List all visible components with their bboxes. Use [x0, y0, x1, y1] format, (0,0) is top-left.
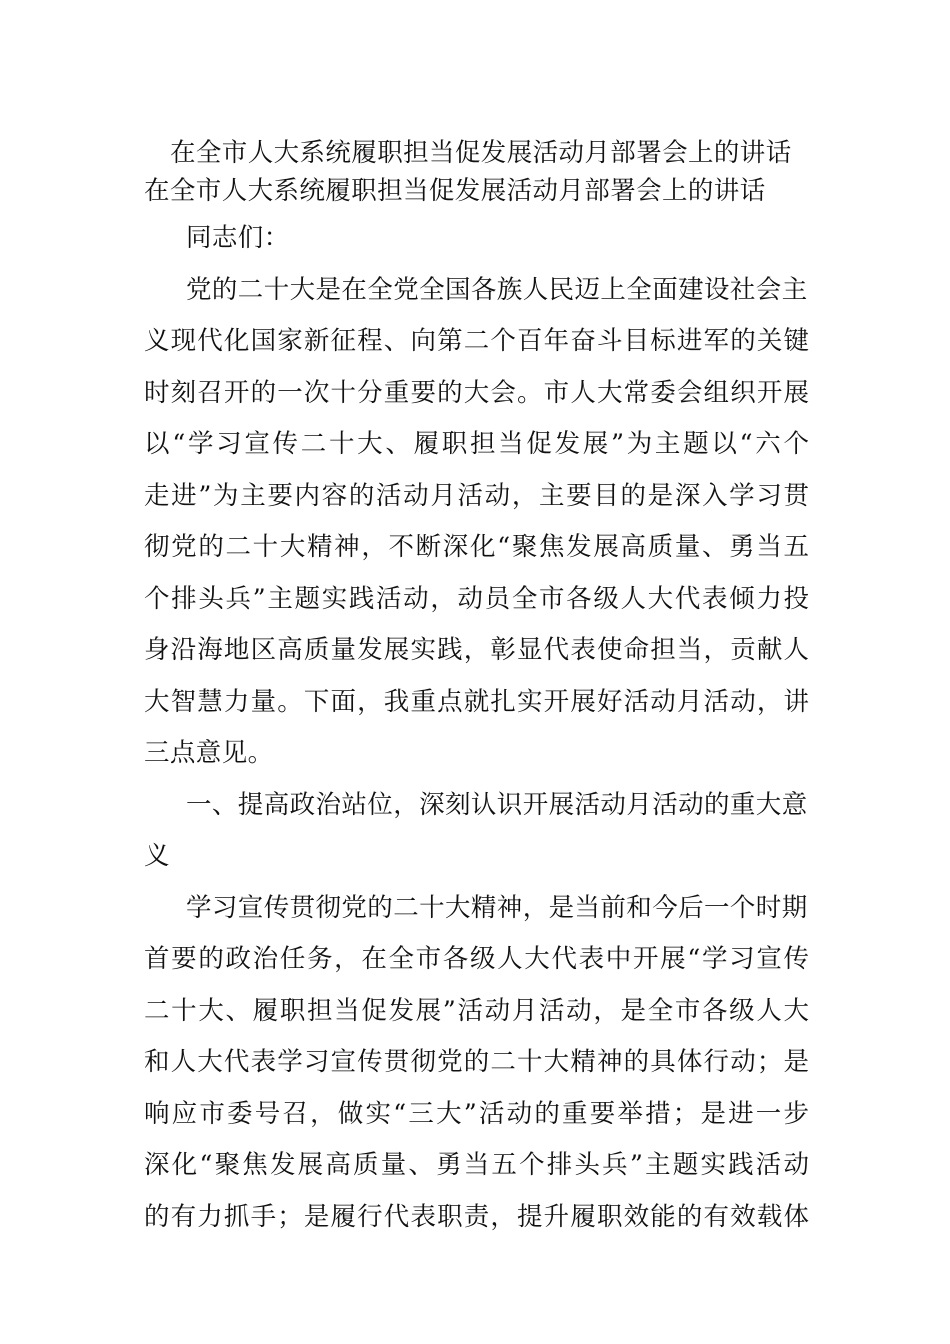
section-heading-1	[144, 783, 809, 886]
heading-line: 一、提高政治站位，深刻认识开展活动月活动的重大意	[186, 789, 808, 820]
paragraph-significance	[144, 886, 809, 1247]
paragraph-line: 党的二十大是在全党全国各族人民迈上全面建设社会主	[186, 274, 808, 305]
paragraph-line: 个排头兵”主题实践活动，动员全市各级人大代表倾力投	[144, 583, 809, 614]
paragraph-line: 深化“聚焦发展高质量、勇当五个排头兵”主题实践活动	[144, 1150, 809, 1180]
paragraph-line: 义现代化国家新征程、向第二个百年奋斗目标进军的关键	[144, 326, 809, 356]
paragraph-line: 响应市委号召，做实“三大”活动的重要举措；是进一步	[144, 1098, 809, 1129]
paragraph-line: 彻党的二十大精神，不断深化“聚焦发展高质量、勇当五	[144, 532, 809, 562]
paragraph-line: 和人大代表学习宣传贯彻党的二十大精神的具体行动；是	[144, 1047, 809, 1077]
paragraph-line: 的有力抓手；是履行代表职责，提升履职效能的有效载体	[144, 1201, 809, 1232]
heading-line: 义	[144, 841, 170, 871]
paragraph-line: 三点意见。	[144, 738, 274, 768]
paragraph-line: 身沿海地区高质量发展实践，彰显代表使命担当，贡献人	[144, 635, 809, 665]
document-title: 在全市人大系统履职担当促发展活动月部署会上的讲话	[170, 138, 792, 168]
paragraph-line: 二十大、履职担当促发展”活动月活动，是全市各级人大	[144, 995, 809, 1026]
paragraph-line: 走进”为主要内容的活动月活动，主要目的是深入学习贯	[144, 480, 809, 511]
document-body	[144, 131, 809, 1246]
paragraph-line: 以“学习宣传二十大、履职担当促发展”为主题以“六个	[144, 429, 809, 459]
paragraph-line: 大智慧力量。下面，我重点就扎实开展好活动月活动，讲	[144, 686, 809, 717]
paragraph-line: 首要的政治任务，在全市各级人大代表中开展“学习宣传	[144, 944, 809, 974]
paragraph-intro	[144, 268, 809, 783]
salutation: 同志们：	[186, 223, 290, 253]
paragraph-line: 学习宣传贯彻党的二十大精神，是当前和今后一个时期	[186, 892, 808, 923]
document-title-repeat: 在全市人大系统履职担当促发展活动月部署会上的讲话	[144, 176, 766, 206]
paragraph-line: 时刻召开的一次十分重要的大会。市人大常委会组织开展	[144, 377, 809, 408]
